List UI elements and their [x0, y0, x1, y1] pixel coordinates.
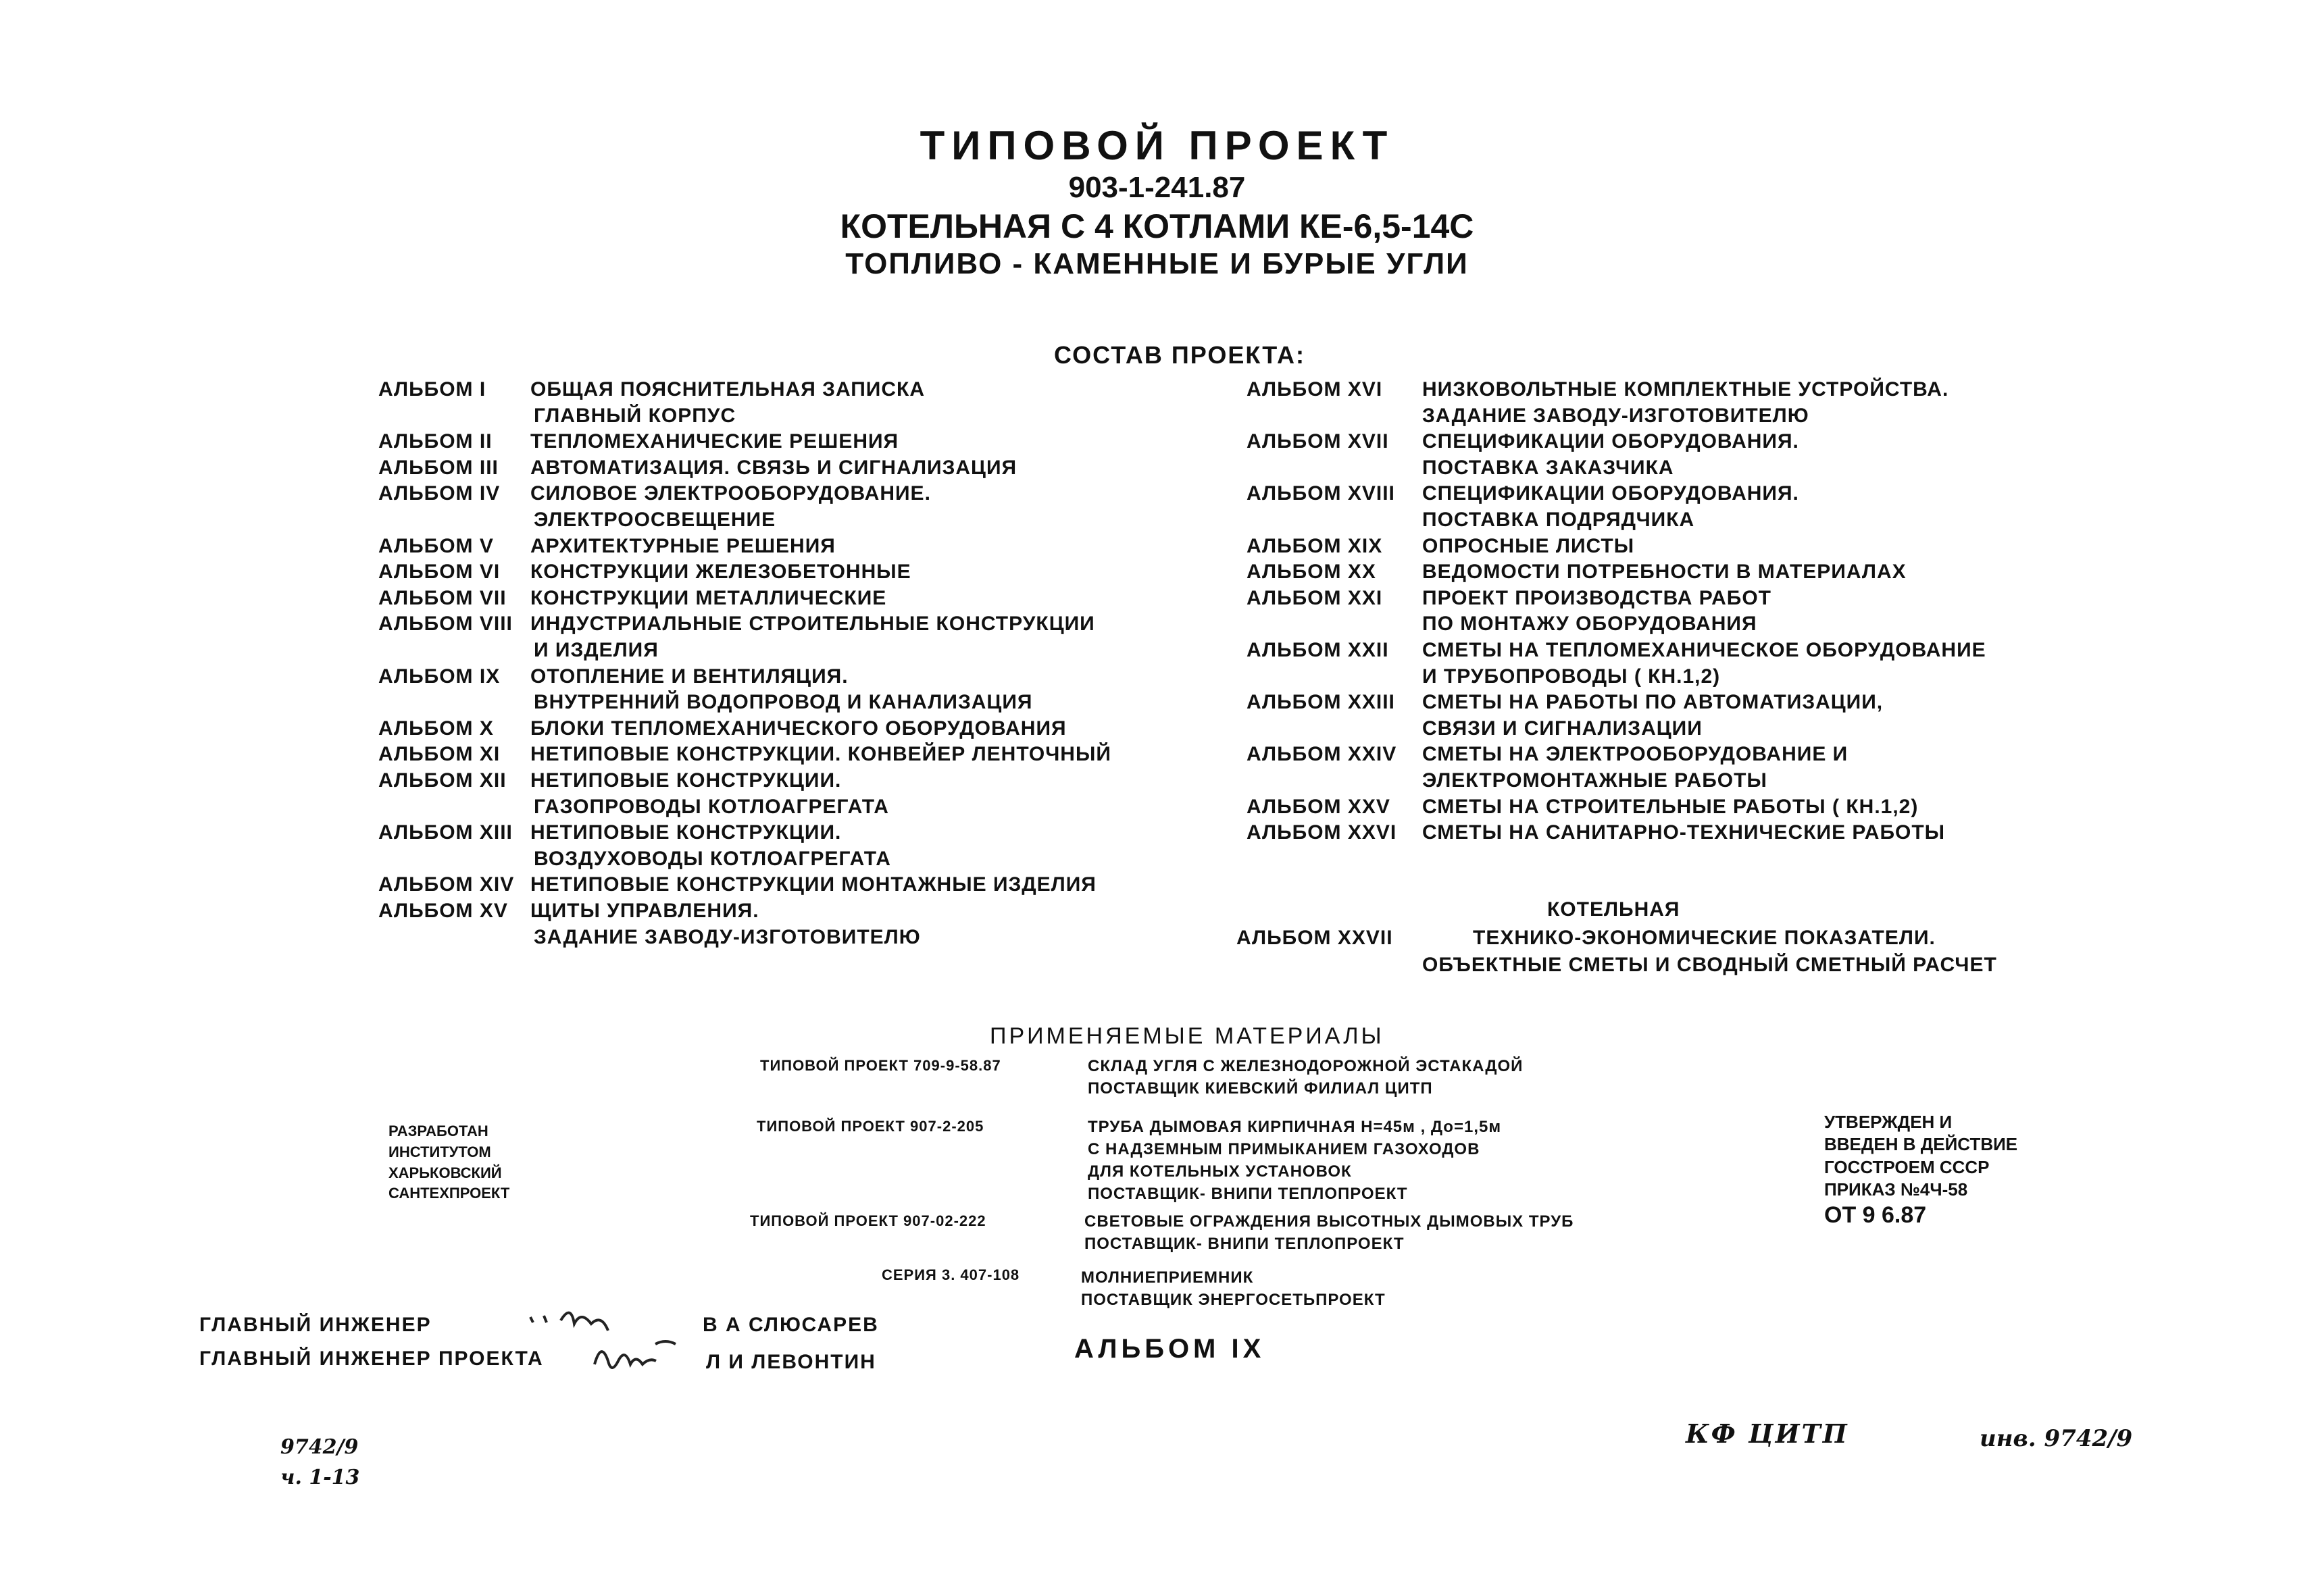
album-label: АЛЬБОМ XXV: [1247, 795, 1390, 818]
title-block: [0, 122, 2314, 282]
album-label: АЛЬБОМ XXI: [1247, 586, 1383, 609]
album-label: АЛЬБОМ VIII: [378, 613, 513, 636]
album-label: АЛЬБОМ XIII: [378, 821, 513, 844]
album-xxvii-line-2: ОБЪЕКТНЫЕ СМЕТЫ И СВОДНЫЙ СМЕТНЫЙ РАСЧЕТ: [1422, 954, 1997, 976]
material-ref-3: ТИПОВОЙ ПРОЕКТ 907-02-222: [750, 1212, 986, 1229]
album-footer: АЛЬБОМ IX: [1074, 1334, 1265, 1364]
kf-citp: КФ ЦИТП: [1686, 1418, 1849, 1449]
album-line: АВТОМАТИЗАЦИЯ. СВЯЗЬ И СИГНАЛИЗАЦИЯ: [530, 456, 1017, 479]
album-line: НЕТИПОВЫЕ КОНСТРУКЦИИ МОНТАЖНЫЕ ИЗДЕЛИЯ: [530, 873, 1097, 896]
album-line: СМЕТЫ НА ЭЛЕКТРООБОРУДОВАНИЕ И: [1422, 743, 1848, 766]
approval-line-5: ОТ 9 6.87: [1824, 1202, 1927, 1229]
album-label: АЛЬБОМ I: [378, 378, 486, 401]
album-xxvii-line-1: ТЕХНИКО-ЭКОНОМИЧЕСКИЕ ПОКАЗАТЕЛИ.: [1473, 927, 1936, 949]
signature-2-handwritten: [588, 1334, 709, 1378]
album-line: НЕТИПОВЫЕ КОНСТРУКЦИИ.: [530, 769, 842, 792]
album-label: АЛЬБОМ XVII: [1247, 430, 1389, 453]
title-line-4: ТОПЛИВО - КАМЕННЫЕ И БУРЫЕ УГЛИ: [845, 247, 1469, 280]
material-3-line-2: ПОСТАВЩИК- ВНИПИ ТЕПЛОПРОЕКТ: [1084, 1235, 1405, 1253]
material-2-line-3: ДЛЯ КОТЕЛЬНЫХ УСТАНОВОК: [1088, 1162, 1352, 1181]
album-line: ТЕПЛОМЕХАНИЧЕСКИЕ РЕШЕНИЯ: [530, 430, 899, 453]
composition-heading: СОСТАВ ПРОЕКТА:: [1054, 341, 1305, 369]
developer-line-4: САНТЕХПРОЕКТ: [388, 1185, 510, 1202]
album-line: СМЕТЫ НА САНИТАРНО-ТЕХНИЧЕСКИЕ РАБОТЫ: [1422, 821, 1946, 844]
developer-line-1: РАЗРАБОТАН: [388, 1123, 488, 1139]
album-xxvii-header: КОТЕЛЬНАЯ: [1547, 898, 1680, 921]
developer-block: [388, 1121, 509, 1204]
album-line: БЛОКИ ТЕПЛОМЕХАНИЧЕСКОГО ОБОРУДОВАНИЯ: [530, 717, 1067, 740]
approval-line-4: ПРИКАЗ №4Ч-58: [1824, 1179, 1968, 1200]
album-label: АЛЬБОМ XXII: [1247, 639, 1389, 661]
album-line: ИНДУСТРИАЛЬНЫЕ СТРОИТЕЛЬНЫЕ КОНСТРУКЦИИ: [530, 613, 1095, 636]
title-line-3: КОТЕЛЬНАЯ С 4 КОТЛАМИ КЕ-6,5-14С: [840, 207, 1474, 245]
signature-role-2: ГЛАВНЫЙ ИНЖЕНЕР ПРОЕКТА: [199, 1347, 544, 1370]
material-ref-2: ТИПОВОЙ ПРОЕКТ 907-2-205: [757, 1118, 984, 1135]
album-label: АЛЬБОМ XXIII: [1247, 691, 1395, 714]
album-line: ПОСТАВКА ПОДРЯДЧИКА: [1422, 509, 1695, 531]
album-line: ЗАДАНИЕ ЗАВОДУ-ИЗГОТОВИТЕЛЮ: [534, 925, 921, 948]
developer-line-3: ХАРЬКОВСКИЙ: [388, 1164, 502, 1181]
album-line: ЗАДАНИЕ ЗАВОДУ-ИЗГОТОВИТЕЛЮ: [1422, 404, 1809, 427]
album-label: АЛЬБОМ XIX: [1247, 534, 1383, 557]
album-label: АЛЬБОМ XV: [378, 900, 508, 922]
signature-role-1: ГЛАВНЫЙ ИНЖЕНЕР: [199, 1314, 432, 1336]
album-line: КОНСТРУКЦИИ ЖЕЛЕЗОБЕТОННЫЕ: [530, 561, 911, 584]
album-line: СМЕТЫ НА РАБОТЫ ПО АВТОМАТИЗАЦИИ,: [1422, 691, 1884, 714]
album-label: АЛЬБОМ XIV: [378, 873, 515, 896]
album-line: СПЕЦИФИКАЦИИ ОБОРУДОВАНИЯ.: [1422, 430, 1799, 453]
album-label: АЛЬБОМ V: [378, 534, 494, 557]
album-label: АЛЬБОМ XI: [378, 743, 501, 766]
title-line-1: ТИПОВОЙ ПРОЕКТ: [920, 123, 1394, 168]
material-2-line-1: ТРУБА ДЫМОВАЯ КИРПИЧНАЯ Н=45м , До=1,5м: [1088, 1118, 1502, 1136]
album-line: СПЕЦИФИКАЦИИ ОБОРУДОВАНИЯ.: [1422, 482, 1799, 505]
album-line: СИЛОВОЕ ЭЛЕКТРООБОРУДОВАНИЕ.: [530, 482, 931, 505]
album-line: НЕТИПОВЫЕ КОНСТРУКЦИИ. КОНВЕЙЕР ЛЕНТОЧНЫЙ: [530, 743, 1111, 766]
album-label: АЛЬБОМ XXIV: [1247, 743, 1397, 766]
material-ref-4: СЕРИЯ 3. 407-108: [882, 1266, 1020, 1283]
album-line: ВНУТРЕННИЙ ВОДОПРОВОД И КАНАЛИЗАЦИЯ: [534, 691, 1033, 714]
approval-line-3: ГОССТРОЕМ СССР: [1824, 1156, 1990, 1177]
album-line: СМЕТЫ НА ТЕПЛОМЕХАНИЧЕСКОЕ ОБОРУДОВАНИЕ: [1422, 639, 1986, 661]
album-line: ГАЗОПРОВОДЫ КОТЛОАГРЕГАТА: [534, 795, 889, 818]
handwritten-left-line-1: 9742/9: [280, 1435, 359, 1459]
album-xxvii-label: [1236, 927, 1393, 950]
material-4-line-1: МОЛНИЕПРИЕМНИК: [1081, 1268, 1254, 1287]
album-line: И ИЗДЕЛИЯ: [534, 639, 659, 661]
album-line: ВЕДОМОСТИ ПОТРЕБНОСТИ В МАТЕРИАЛАХ: [1422, 561, 1907, 584]
album-label: АЛЬБОМ III: [378, 456, 499, 479]
album-line: СВЯЗИ И СИГНАЛИЗАЦИИ: [1422, 717, 1703, 740]
material-4-line-2: ПОСТАВЩИК ЭНЕРГОСЕТЬПРОЕКТ: [1081, 1291, 1386, 1309]
album-label: АЛЬБОМ XVIII: [1247, 482, 1395, 505]
album-line: ЭЛЕКТРОМОНТАЖНЫЕ РАБОТЫ: [1422, 769, 1767, 792]
handwritten-left-line-2: ч. 1-13: [280, 1466, 360, 1489]
material-1-line-2: ПОСТАВЩИК КИЕВСКИЙ ФИЛИАЛ ЦИТП: [1088, 1079, 1433, 1098]
material-ref-1: ТИПОВОЙ ПРОЕКТ 709-9-58.87: [760, 1057, 1001, 1074]
album-line: ОТОПЛЕНИЕ И ВЕНТИЛЯЦИЯ.: [530, 665, 849, 688]
album-label: АЛЬБОМ IX: [378, 665, 501, 688]
material-1-line-1: СКЛАД УГЛЯ С ЖЕЛЕЗНОДОРОЖНОЙ ЭСТАКАДОЙ: [1088, 1057, 1524, 1075]
signature-name-1: В А СЛЮСАРЕВ: [703, 1314, 879, 1336]
approval-line-2: ВВЕДЕН В ДЕЙСТВИЕ: [1824, 1134, 2018, 1155]
album-line: ПОСТАВКА ЗАКАЗЧИКА: [1422, 456, 1674, 479]
album-line: НЕТИПОВЫЕ КОНСТРУКЦИИ.: [530, 821, 842, 844]
album-label: АЛЬБОМ XXVII: [1236, 927, 1393, 949]
album-label: АЛЬБОМ XVI: [1247, 378, 1383, 401]
album-label: АЛЬБОМ IV: [378, 482, 501, 505]
album-line: ЩИТЫ УПРАВЛЕНИЯ.: [530, 900, 759, 922]
album-label: АЛЬБОМ XX: [1247, 561, 1376, 584]
album-label: АЛЬБОМ II: [378, 430, 493, 453]
album-line: ПО МОНТАЖУ ОБОРУДОВАНИЯ: [1422, 613, 1757, 636]
album-line: ОПРОСНЫЕ ЛИСТЫ: [1422, 534, 1635, 557]
album-line: АРХИТЕКТУРНЫЕ РЕШЕНИЯ: [530, 534, 836, 557]
album-line: ПРОЕКТ ПРОИЗВОДСТВА РАБОТ: [1422, 586, 1772, 609]
album-label: АЛЬБОМ XII: [378, 769, 507, 792]
album-line: ГЛАВНЫЙ КОРПУС: [534, 404, 736, 427]
material-2-line-2: С НАДЗЕМНЫМ ПРИМЫКАНИЕМ ГАЗОХОДОВ: [1088, 1140, 1480, 1158]
album-line: ВОЗДУХОВОДЫ КОТЛОАГРЕГАТА: [534, 847, 891, 870]
album-label: АЛЬБОМ VII: [378, 586, 507, 609]
project-number: 903-1-241.87: [1068, 171, 1246, 204]
album-line: И ТРУБОПРОВОДЫ ( КН.1,2): [1422, 665, 1721, 688]
material-2-line-4: ПОСТАВЩИК- ВНИПИ ТЕПЛОПРОЕКТ: [1088, 1185, 1408, 1203]
album-line: ЭЛЕКТРООСВЕЩЕНИЕ: [534, 509, 776, 531]
developer-line-2: ИНСТИТУТОМ: [388, 1143, 491, 1160]
material-3-line-1: СВЕТОВЫЕ ОГРАЖДЕНИЯ ВЫСОТНЫХ ДЫМОВЫХ ТРУБ: [1084, 1212, 1574, 1231]
approval-line-1: УТВЕРЖДЕН И: [1824, 1112, 1953, 1132]
album-line: ОБЩАЯ ПОЯСНИТЕЛЬНАЯ ЗАПИСКА: [530, 378, 925, 401]
materials-heading: ПРИМЕНЯЕМЫЕ МАТЕРИАЛЫ: [990, 1023, 1384, 1049]
album-line: КОНСТРУКЦИИ МЕТАЛЛИЧЕСКИЕ: [530, 586, 887, 609]
inventory-number: инв. 9742/9: [1980, 1425, 2133, 1452]
approval-block: [1824, 1111, 2017, 1231]
handwritten-left: [280, 1432, 359, 1493]
album-label: АЛЬБОМ X: [378, 717, 494, 740]
album-label: АЛЬБОМ XXVI: [1247, 821, 1397, 844]
album-label: АЛЬБОМ VI: [378, 561, 501, 584]
album-line: НИЗКОВОЛЬТНЫЕ КОМПЛЕКТНЫЕ УСТРОЙСТВА.: [1422, 378, 1949, 401]
signature-name-2: Л И ЛЕВОНТИН: [706, 1351, 876, 1373]
album-line: СМЕТЫ НА СТРОИТЕЛЬНЫЕ РАБОТЫ ( КН.1,2): [1422, 795, 1919, 818]
